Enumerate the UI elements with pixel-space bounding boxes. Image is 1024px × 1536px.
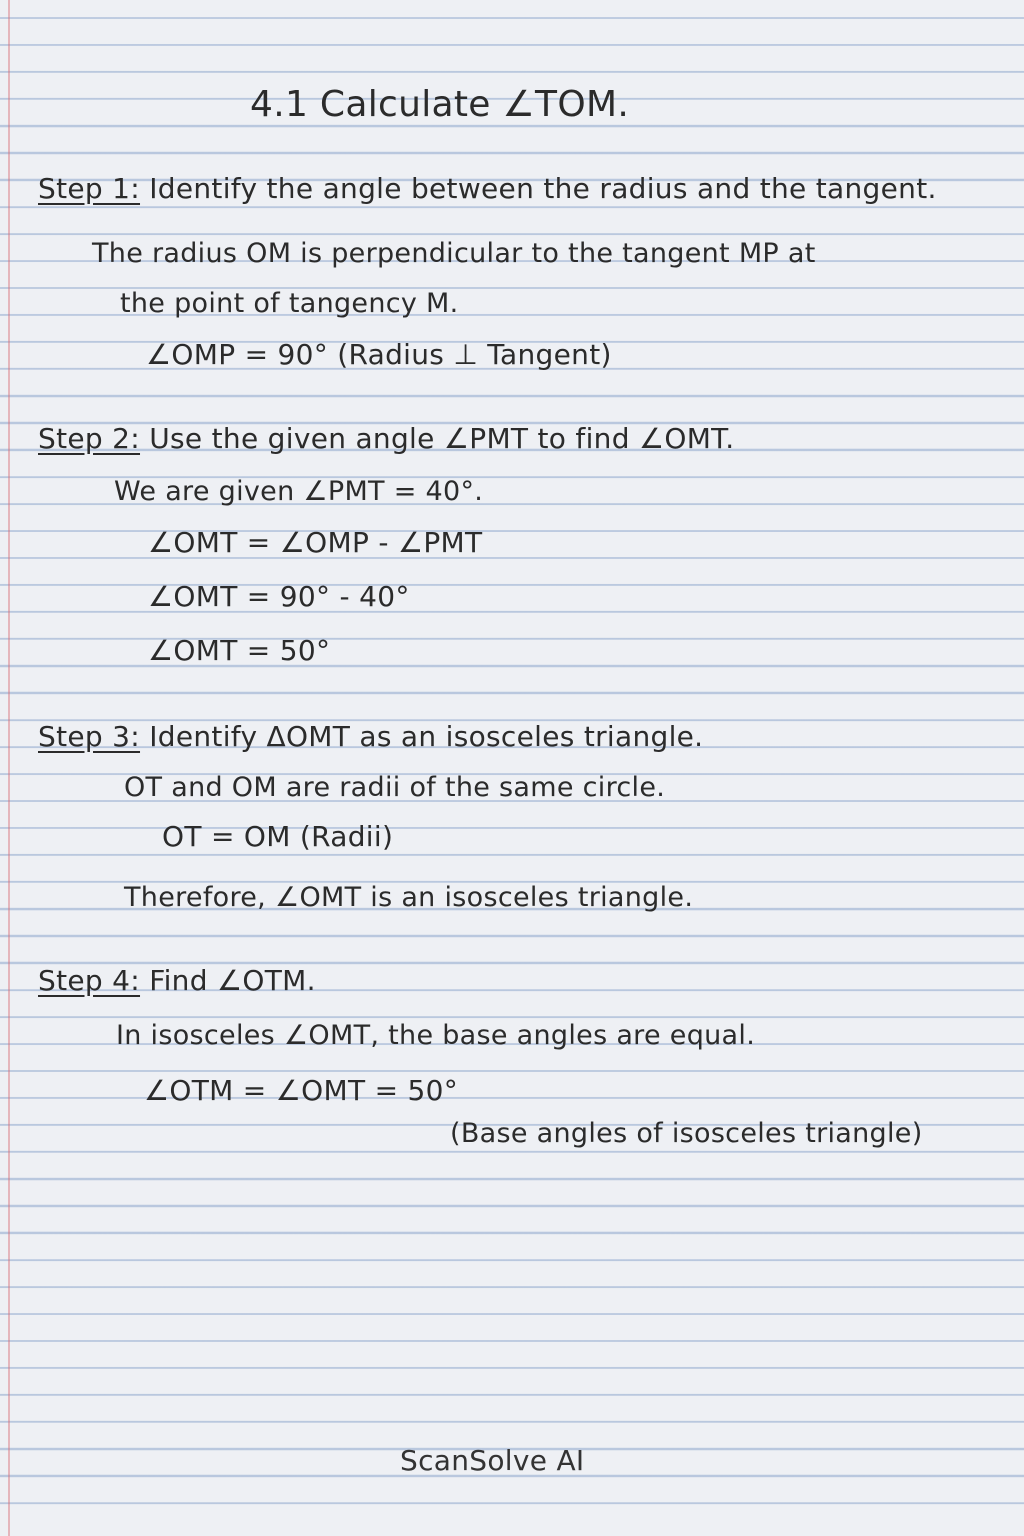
step-2-heading: Use the given angle ∠PMT to find ∠OMT.	[149, 422, 735, 455]
step-3-heading: Identify ΔOMT as an isosceles triangle.	[149, 720, 704, 753]
step-2-row	[38, 422, 734, 455]
step-2-line-4: ∠OMT = 50°	[148, 634, 331, 667]
step-1-line-3: ∠OMP = 90° (Radius ⊥ Tangent)	[146, 338, 612, 371]
step-4-row	[38, 964, 316, 997]
step-4-heading: Find ∠OTM.	[149, 964, 316, 997]
step-2-line-2: ∠OMT = ∠OMP - ∠PMT	[148, 526, 483, 559]
footer-brand: ScanSolve AI	[400, 1444, 585, 1477]
step-2-line-1: We are given ∠PMT = 40°.	[114, 476, 484, 507]
step-3-line-2: OT = OM (Radii)	[162, 820, 394, 853]
step-4-line-3: (Base angles of isosceles triangle)	[450, 1118, 923, 1149]
step-4-line-2: ∠OTM = ∠OMT = 50°	[144, 1074, 459, 1107]
step-1-label: Step 1:	[38, 172, 141, 205]
step-3-label: Step 3:	[38, 720, 141, 753]
step-1-heading: Identify the angle between the radius and the tangent.	[149, 172, 937, 205]
page-title: 4.1 Calculate ∠TOM.	[250, 84, 630, 125]
step-1-line-1: The radius OM is perpendicular to the tangent MP at	[92, 238, 816, 269]
step-3-line-1: OT and OM are radii of the same circle.	[124, 772, 666, 803]
step-2-line-3: ∠OMT = 90° - 40°	[148, 580, 410, 613]
step-3-row	[38, 720, 703, 753]
step-2-label: Step 2:	[38, 422, 141, 455]
step-1-line-2: the point of tangency M.	[120, 288, 459, 319]
step-3-line-3: Therefore, ∠OMT is an isosceles triangle.	[124, 882, 694, 913]
step-4-label: Step 4:	[38, 964, 141, 997]
step-1-row	[38, 172, 937, 205]
step-4-line-1: In isosceles ∠OMT, the base angles are equal.	[116, 1020, 756, 1051]
margin-line	[8, 0, 10, 1536]
